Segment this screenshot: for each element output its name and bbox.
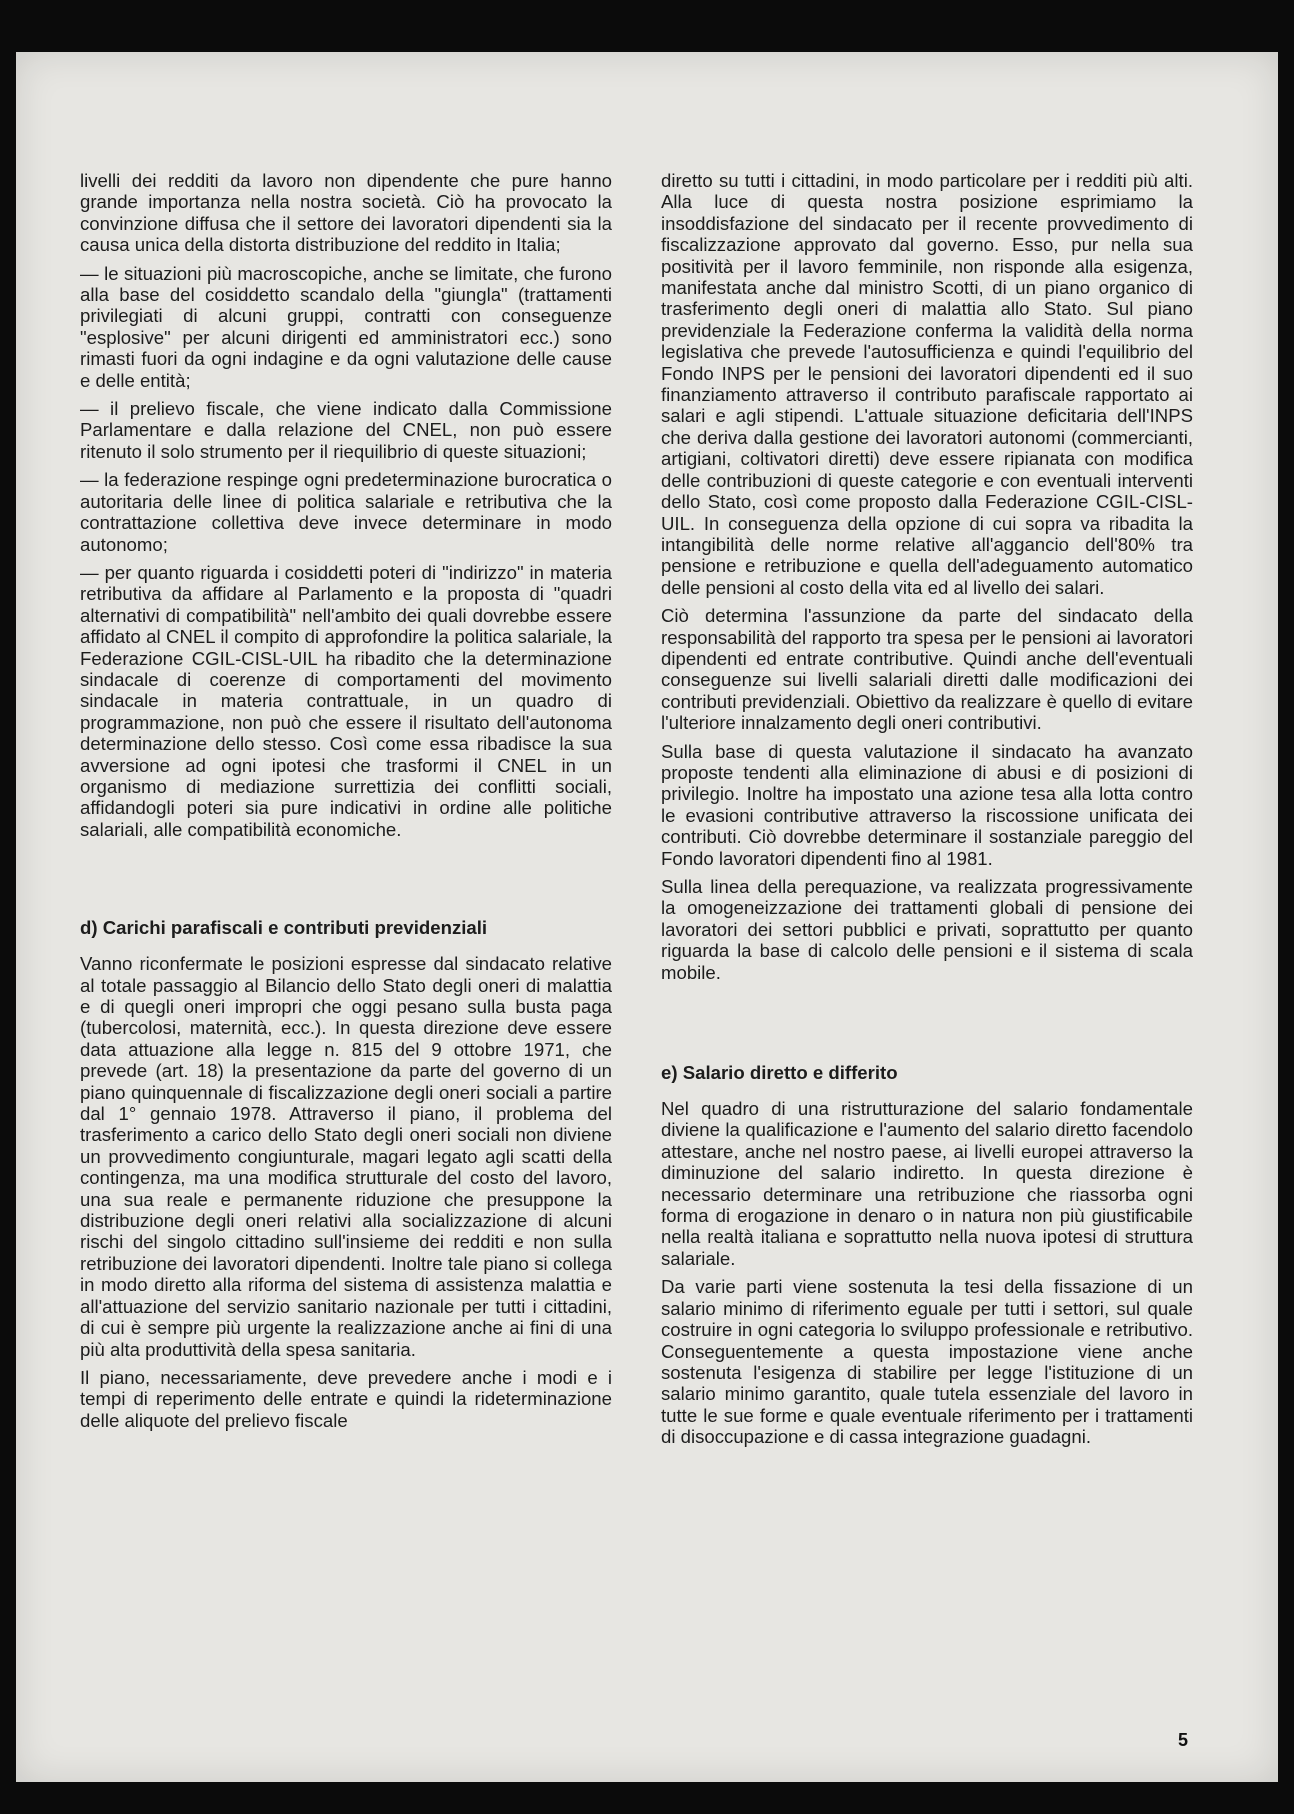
section-e-paragraph-1: Nel quadro di una ristrutturazione del salario fondamentale diviene la qualificazione e l'aumento del salario diretto facendolo attestare, anche nel nostro paese, ai livelli europei attraverso la diminuzione del salario indiretto. In questa direzione è necessario determinare una retribuzione che riassorba ogni forma di erogazione in denaro o in natura non più giustificabile nella realtà italiana e soprattutto nella nuova ipotesi di struttura salariale. [661,1098,1193,1269]
section-e-heading: e) Salario diretto e differito [661,1062,898,1084]
section-e-paragraph-2: Da varie parti viene sostenuta la tesi della fissazione di un salario minimo di riferimento eguale per tutti i settori, sul quale costruire in ogni categoria lo sviluppo professionale e retributivo. Conseguentemente a questa impostazione viene anche sostenuta l'esigenza di stabilire per legge l'istituzione di un salario minimo garantito, quale tutela essenziale del lavoro in tutte le sue forme e quale eventuale riferimento per i trattamenti di disoccupazione e di cassa integrazione guadagni. [661,1276,1193,1448]
heading-spacer [80,939,612,953]
heading-spacer [661,1084,1193,1098]
right-paragraph-2: Ciò determina l'assunzione da parte del sindacato della responsabilità del rapporto tra spesa per le pensioni ai lavoratori dipendenti ed entrate contributive. Quindi anche dell'eventuali conseguenze sui livelli salariali diretti dalle modificazioni dei contributi previdenziali. Obiettivo da realizzare è quello di evitare l'ulteriore innalzamento degli oneri contributivi. [661,605,1193,734]
list-item-poteri-indirizzo: — per quanto riguarda i cosiddetti poteri di "indirizzo" in materia retributiva da affidare al Parlamento e la proposta di "quadri alternativi di compatibilità" nell'ambito dei quali dovrebbe essere affidato al CNEL il compito di approfondire la politica salariale, la Federazione CGIL-CISL-UIL ha ribadito che la determinazione sindacale di coerenze di comportamenti del movimento sindacale in materia contrattuale, in un quadro di programmazione, non può che essere il risultato dell'autonoma determinazione dello stesso. Così come essa ribadisce la sua avversione ad ogni ipotesi che trasformi il CNEL in un organismo di mediazione surrettizia dei conflitti sociali, affidandogli poteri sia pure indicativi in ordine alle politiche salariali, alle compatibilità economiche. [80,561,612,840]
section-d-heading: d) Carichi parafiscali e contributi previdenziali [80,917,488,939]
section-spacer [661,990,1193,1062]
list-item-situazioni: — le situazioni più macroscopiche, anche se limitate, che furono alla base del cosiddetto scandalo della "giungla" (trattamenti privilegiati di alcuni gruppi, contratti con conseguenze "esplosive" per alcuni dirigenti ed amministratori ecc.) sono rimasti fuori da ogni indagine e da ogni valutazione delle cause e delle entità; [80,262,612,391]
list-item-prelievo-fiscale: — il prelievo fiscale, che viene indicato dalla Commissione Parlamentare e dalla relazione del CNEL, non può essere ritenuto il solo strumento per il riequilibrio di queste situazioni; [80,398,612,462]
list-item-federazione: — la federazione respinge ogni predeterminazione burocratica o autoritaria delle linee di politica salariale e retributiva che la contrattazione collettiva deve invece determinare in modo autonomo; [80,469,612,555]
page-number: 5 [1178,1730,1189,1750]
section-spacer [80,847,612,917]
right-paragraph-4: Sulla linea della perequazione, va realizzata progressivamente la omogeneizzazione dei trattamenti globali di pensione dei lavoratori dei settori pubblici e privati, soprattutto per quanto riguarda la base di calcolo delle pensioni e il sistema di scala mobile. [661,876,1193,983]
section-d-paragraph-1: Vanno riconfermate le posizioni espresse dal sindacato relative al totale passaggio al Bilancio dello Stato degli oneri di malattia e di quegli oneri impropri che oggi pesano sulla busta paga (tubercolosi, maternità, ecc.). In questa direzione deve essere data attuazione alla legge n. 815 del 9 ottobre 1971, che prevede (art. 18) la presentazione da parte del governo di un piano quinquennale di fiscalizzazione degli oneri sociali a partire dal 1° gennaio 1978. Attraverso il piano, il problema del trasferimento a carico dello Stato degli oneri sociali non diviene un provvedimento congiunturale, magari legato agli scatti della contingenza, ma una modifica strutturale del costo del lavoro, una sua reale e permanente riduzione che presuppone la distribuzione degli oneri relativi alla socializzazione di alcuni rischi del singolo cittadino sull'insieme dei redditi e non sulla retribuzione dei lavoratori dipendenti. Inoltre tale piano si collega in modo diretto alla riforma del sistema di assistenza malattia e all'attuazione del servizio sanitario nazionale per tutti i cittadini, di cui è sempre più urgente la realizzazione anche ai fini di una più alta produttività della spesa sanitaria. [80,953,612,1360]
section-d-paragraph-2: Il piano, necessariamente, deve prevedere anche i modi e i tempi di reperimento delle entrate e quindi la rideterminazione delle aliquote del prelievo fiscale [80,1366,612,1431]
right-column [661,170,1193,1455]
document-page [16,52,1278,1782]
right-paragraph-3: Sulla base di questa valutazione il sindacato ha avanzato proposte tendenti alla eliminazione di abusi e di posizioni di privilegio. Inoltre ha impostato una azione tesa alla lotta contro le evasioni contributive attraverso la riscossione unificata dei contributi. Ciò dovrebbe determinare il sostanziale pareggio del Fondo lavoratori dipendenti fino al 1981. [661,740,1193,869]
left-paragraph-1: livelli dei redditi da lavoro non dipendente che pure hanno grande importanza nella nostra società. Ciò ha provocato la convinzione diffusa che il settore dei lavoratori dipendenti sia la causa unica della distorta distribuzione del reddito in Italia; [80,170,612,256]
left-column [80,170,612,1438]
right-paragraph-1: diretto su tutti i cittadini, in modo particolare per i redditi più alti. Alla luce di questa nostra posizione esprimiamo la insoddisfazione del sindacato per il recente provvedimento di fiscalizzazione approvato dal governo. Esso, pur nella sua positività per il lavoro femminile, non risponde alla esigenza, manifestata anche dal ministro Scotti, di un piano organico di trasferimento degli oneri di malattia allo Stato. Sul piano previdenziale la Federazione conferma la validità della norma legislativa che prevede l'autosufficienza e quindi l'equilibrio del Fondo INPS per le pensioni dei lavoratori dipendenti ed il suo finanziamento attraverso il contributo parafiscale rapportato ai salari e agli stipendi. L'attuale situazione deficitaria dell'INPS che deriva dalla gestione dei lavoratori autonomi (commercianti, artigiani, coltivatori diretti) deve essere ripianata con modifica delle contribuzioni di queste categorie e con eventuali interventi dello Stato, così come proposto dalla Federazione CGIL-CISL-UIL. In conseguenza della opzione di cui sopra va ribadita la intangibilità delle norme relative all'aggancio dell'80% tra pensione e retribuzione e quella dell'adeguamento automatico delle pensioni al costo della vita ed al livello dei salari. [661,170,1193,598]
